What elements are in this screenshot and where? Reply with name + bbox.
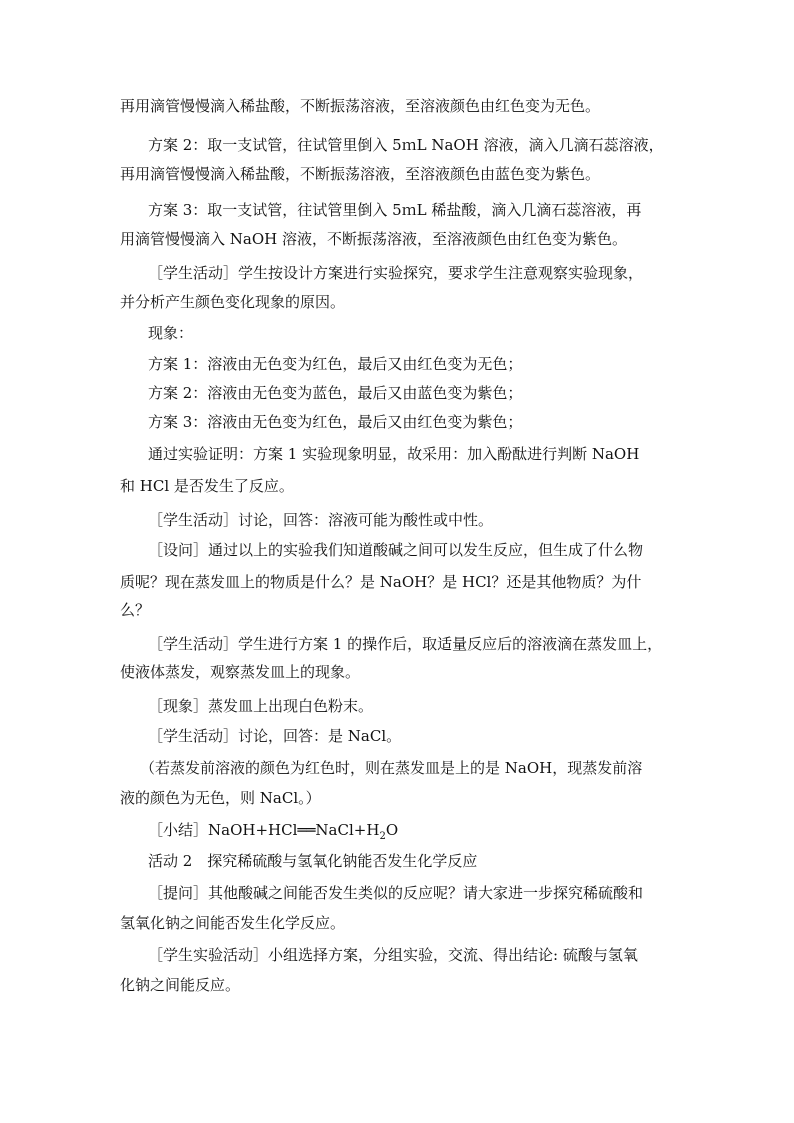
text-line: 方案 3：取一支试管，往试管里倒入 5ｍL 稀盐酸，滴入几滴石蕊溶液，再 — [148, 201, 642, 219]
text-line: 并分析产生颜色变化现象的原因。 — [120, 293, 346, 311]
text-line: 再用滴管慢慢滴入稀盐酸，不断振荡溶液，至溶液颜色由红色变为无色。 — [120, 97, 601, 115]
section-heading: 活动 2 探究稀硫酸与氢氧化钠能否发生化学反应 — [148, 852, 478, 870]
text-line: 使液体蒸发，观察蒸发皿上的现象。 — [120, 663, 361, 681]
text-line: （若蒸发前溶液的颜色为红色时，则在蒸发皿是上的是 NaOH，现蒸发前溶 — [140, 759, 643, 777]
text-line: ［现象］蒸发皿上出现白色粉末。 — [148, 697, 374, 715]
text-line: ［设问］通过以上的实验我们知道酸碱之间可以发生反应，但生成了什么物 — [148, 541, 644, 559]
text-line: ［学生活动］讨论，回答：是 NaCl。 — [148, 727, 402, 745]
text-line: 用滴管慢慢滴入 NaOH 溶液，不断振荡溶液，至溶液颜色由红色变为紫色。 — [120, 230, 627, 248]
text-line: ［学生实验活动］小组选择方案，分组实验，交流、得出结论: 硫酸与氢氧 — [148, 946, 638, 964]
text-line: 方案 2：取一支试管，往试管里倒入 5ｍL NaOH 溶液，滴入几滴石蕊溶液， — [148, 136, 664, 154]
text-line: ［学生活动］讨论，回答：溶液可能为酸性或中性。 — [148, 511, 494, 529]
text-line: ［学生活动］学生按设计方案进行实验探究，要求学生注意观察实验现象， — [148, 264, 644, 282]
text-line: ［学生活动］学生进行方案 1 的操作后，取适量反应后的溶液滴在蒸发皿上， — [148, 635, 663, 653]
text-line: 方案 3：溶液由无色变为红色，最后又由红色变为紫色； — [148, 413, 523, 431]
summary-formula: ［小结$]NaOH+HCl══NaCl+H_2O$ — [148, 821, 399, 842]
text-line: 方案 2：溶液由无色变为蓝色，最后又由蓝色变为紫色； — [148, 384, 523, 402]
text-line: 通过实验证明：方案 1 实验现象明显，故采用：加入酚酞进行判断 NaOH — [148, 445, 640, 463]
text-line: 么？ — [120, 601, 151, 619]
text-line: 化钠之间能反应。 — [120, 976, 241, 994]
text-line: 现象： — [148, 324, 194, 342]
text-line: 氢氧化钠之间能否发生化学反应。 — [120, 914, 346, 932]
text-line: 质呢？现在蒸发皿上的物质是什么？是 NaOH？是 HCl？还是其他物质？为什 — [120, 573, 642, 591]
text-line: 液的颜色为无色，则 NaCl。） — [120, 789, 321, 807]
text-line: 方案 1：溶液由无色变为红色，最后又由红色变为无色； — [148, 355, 523, 373]
text-line: 再用滴管慢慢滴入稀盐酸，不断振荡溶液，至溶液颜色由蓝色变为紫色。 — [120, 165, 601, 183]
text-line: ［提问］其他酸碱之间能否发生类似的反应呢？请大家进一步探究稀硫酸和 — [148, 884, 644, 902]
text-line: 和 HCl 是否发生了反应。 — [120, 477, 294, 495]
